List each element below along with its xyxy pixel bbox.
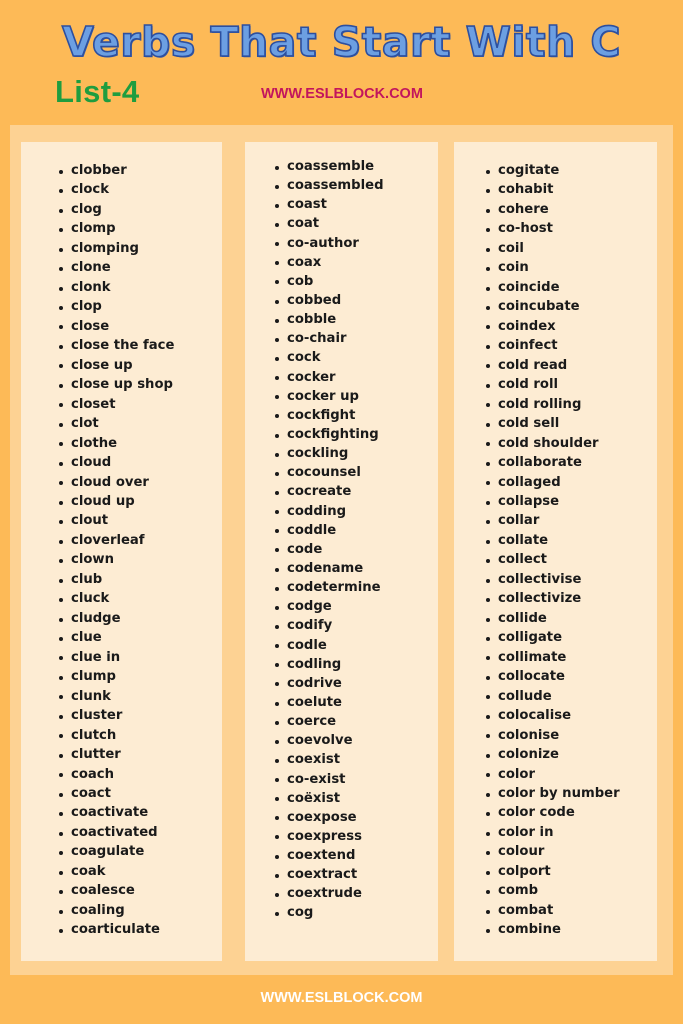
list-item: cold rolling [486,395,620,414]
list-item: comb [486,881,620,900]
list-item: cluster [59,706,174,725]
list-item: coerce [275,712,384,731]
list-item: cloud over [59,473,174,492]
list-item: coexist [275,750,384,769]
list-item: coassembled [275,176,384,195]
list-item: codrive [275,674,384,693]
list-item: cog [275,903,384,922]
list-item: close up shop [59,375,174,394]
website-footer-link: WWW.ESLBLOCK.COM [260,990,423,1006]
list-item: coinfect [486,336,620,355]
list-item: cocounsel [275,463,384,482]
list-item: coextend [275,846,384,865]
list-item: cobble [275,310,384,329]
list-item: cohere [486,200,620,219]
list-item: cloud [59,453,174,472]
list-item: cold sell [486,414,620,433]
list-item: cockfighting [275,425,384,444]
list-item: collectivize [486,589,620,608]
list-item: colonise [486,726,620,745]
list-item: cock [275,348,384,367]
list-item: coak [59,862,174,881]
list-item: collectivise [486,570,620,589]
list-item: clomp [59,219,174,238]
list-item: close [59,317,174,336]
list-item: collaged [486,473,620,492]
list-item: collude [486,687,620,706]
list-item: collaborate [486,453,620,472]
list-item: cobbed [275,291,384,310]
list-item: clutch [59,726,174,745]
list-item: clomping [59,239,174,258]
list-item: clock [59,180,174,199]
list-item: collimate [486,648,620,667]
list-item: codify [275,616,384,635]
list-item: co-host [486,219,620,238]
list-item: cogitate [486,161,620,180]
word-column-3 [454,142,657,961]
list-item: coassemble [275,157,384,176]
list-item: clop [59,297,174,316]
list-item: clue in [59,648,174,667]
list-item: cloud up [59,492,174,511]
list-item: clunk [59,687,174,706]
list-item: coax [275,253,384,272]
list-item: clobber [59,161,174,180]
list-item: coalesce [59,881,174,900]
list-item: coarticulate [59,920,174,939]
list-item: clot [59,414,174,433]
list-item: collide [486,609,620,628]
list-item: clothe [59,434,174,453]
list-item: color code [486,803,620,822]
list-item: code [275,540,384,559]
list-item: color in [486,823,620,842]
list-item: codetermine [275,578,384,597]
list-item: cold roll [486,375,620,394]
list-item: coach [59,765,174,784]
word-list [486,161,620,940]
list-item: club [59,570,174,589]
list-item: codename [275,559,384,578]
list-item: clump [59,667,174,686]
list-item: combine [486,920,620,939]
list-item: cockfight [275,406,384,425]
list-item: collect [486,550,620,569]
list-item: color [486,765,620,784]
word-column-2 [245,142,438,961]
list-item: cockling [275,444,384,463]
list-item: clutter [59,745,174,764]
list-item: coactivate [59,803,174,822]
list-item: coin [486,258,620,277]
list-item: cocreate [275,482,384,501]
list-item: coindex [486,317,620,336]
list-item: coexpress [275,827,384,846]
list-item: cloverleaf [59,531,174,550]
list-item: collate [486,531,620,550]
list-item: co-author [275,234,384,253]
list-item: colour [486,842,620,861]
list-item: coaling [59,901,174,920]
list-item: collapse [486,492,620,511]
word-list [275,157,384,923]
page-title: Verbs That Start With C [61,18,622,66]
list-item: colonize [486,745,620,764]
list-item: coagulate [59,842,174,861]
list-item: clue [59,628,174,647]
list-item: clone [59,258,174,277]
list-item: codle [275,636,384,655]
list-item: codding [275,502,384,521]
list-item: cocker [275,368,384,387]
list-item: cob [275,272,384,291]
list-item: clonk [59,278,174,297]
list-item: cludge [59,609,174,628]
list-item: coactivated [59,823,174,842]
list-item: coat [275,214,384,233]
website-header-link: WWW.ESLBLOCK.COM [261,86,423,102]
list-item: cluck [59,589,174,608]
list-item: cocker up [275,387,384,406]
list-number-label: List-4 [55,74,140,109]
list-item: codge [275,597,384,616]
list-item: coddle [275,521,384,540]
list-item: clown [59,550,174,569]
list-item: colocalise [486,706,620,725]
list-item: coact [59,784,174,803]
list-item: closet [59,395,174,414]
list-item: coelute [275,693,384,712]
list-item: cold shoulder [486,434,620,453]
list-item: coincubate [486,297,620,316]
list-item: cohabit [486,180,620,199]
list-item: color by number [486,784,620,803]
list-item: colport [486,862,620,881]
list-item: close the face [59,336,174,355]
list-item: coextrude [275,884,384,903]
list-item: clog [59,200,174,219]
list-item: combat [486,901,620,920]
list-item: coast [275,195,384,214]
list-item: cold read [486,356,620,375]
list-item: close up [59,356,174,375]
list-item: co-chair [275,329,384,348]
list-item: coëxist [275,789,384,808]
list-item: coil [486,239,620,258]
list-item: coincide [486,278,620,297]
list-item: clout [59,511,174,530]
list-item: coexpose [275,808,384,827]
list-item: coevolve [275,731,384,750]
word-list [59,161,174,940]
list-item: co-exist [275,770,384,789]
list-item: collocate [486,667,620,686]
list-item: collar [486,511,620,530]
word-column-1 [21,142,222,961]
list-item: colligate [486,628,620,647]
list-item: coextract [275,865,384,884]
list-item: codling [275,655,384,674]
